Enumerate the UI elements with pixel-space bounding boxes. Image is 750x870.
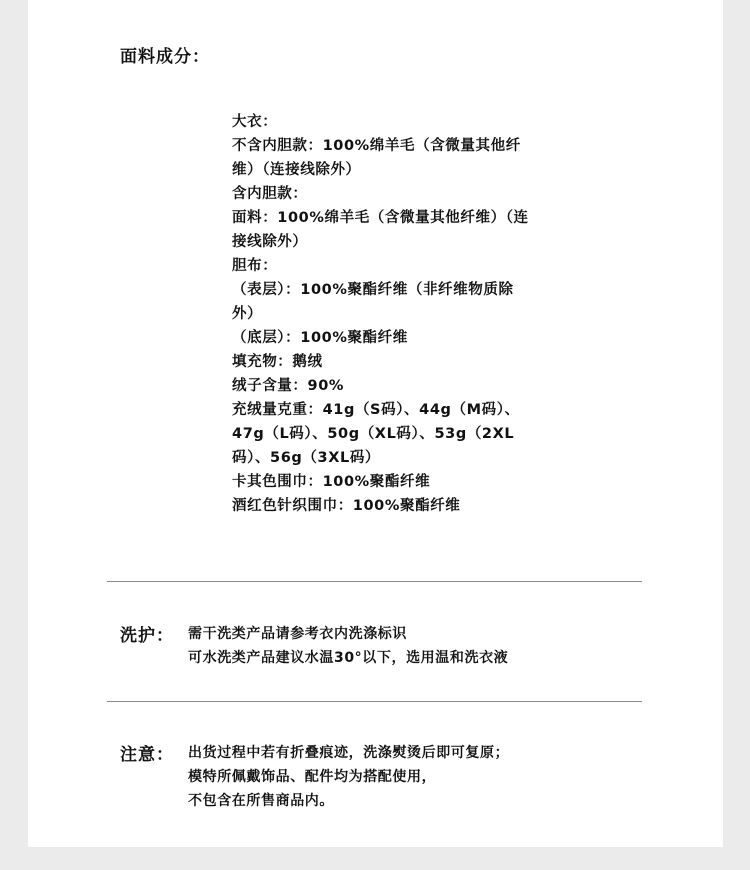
care-line: 可水洗类产品建议水温30°以下，选用温和洗衣液 [188,650,509,666]
care-label: 洗护： [120,626,174,646]
fabric-line: （底层）：100%聚酯纤维 [232,330,408,346]
fabric-line: 酒红色针织围巾：100%聚酯纤维 [232,498,461,514]
fabric-line: 外） [232,306,263,322]
notice-line: 模特所佩戴饰品、配件均为搭配使用， [188,769,437,785]
care-line: 需干洗类产品请参考衣内洗涤标识 [188,626,407,642]
fabric-composition-list [232,110,632,518]
fabric-line: 接线除外） [232,234,308,250]
notice-label: 注意： [120,745,174,765]
notice-line: 不包含在所售商品内。 [188,793,334,809]
care-lines [188,622,508,670]
section-divider [107,581,642,582]
fabric-line: 码）、56g（3XL码） [232,450,381,466]
fabric-composition-title: 面料成分： [120,47,210,67]
section-divider [107,701,642,702]
fabric-line: 维）（连接线除外） [232,162,361,178]
product-info-card [28,0,723,847]
fabric-line: 大衣： [232,114,278,130]
fabric-line: 含内胆款： [232,186,308,202]
fabric-line: 填充物：鹅绒 [232,354,323,370]
fabric-line: 充绒量克重：41g（S码）、44g（M码）、 [232,402,520,418]
fabric-line: 绒子含量：90% [232,378,345,394]
notice-lines [188,741,509,813]
fabric-line: 47g（L码）、50g（XL码）、53g（2XL [232,426,515,442]
fabric-line: 面料：100%绵羊毛（含微量其他纤维）（连 [232,210,529,226]
fabric-line: 胆布： [232,258,278,274]
notice-line: 出货过程中若有折叠痕迹，洗涤熨烫后即可复原； [188,745,510,761]
fabric-line: （表层）：100%聚酯纤维（非纤维物质除 [232,282,514,298]
fabric-line: 不含内胆款：100%绵羊毛（含微量其他纤 [232,138,521,154]
fabric-line: 卡其色围巾：100%聚酯纤维 [232,474,431,490]
